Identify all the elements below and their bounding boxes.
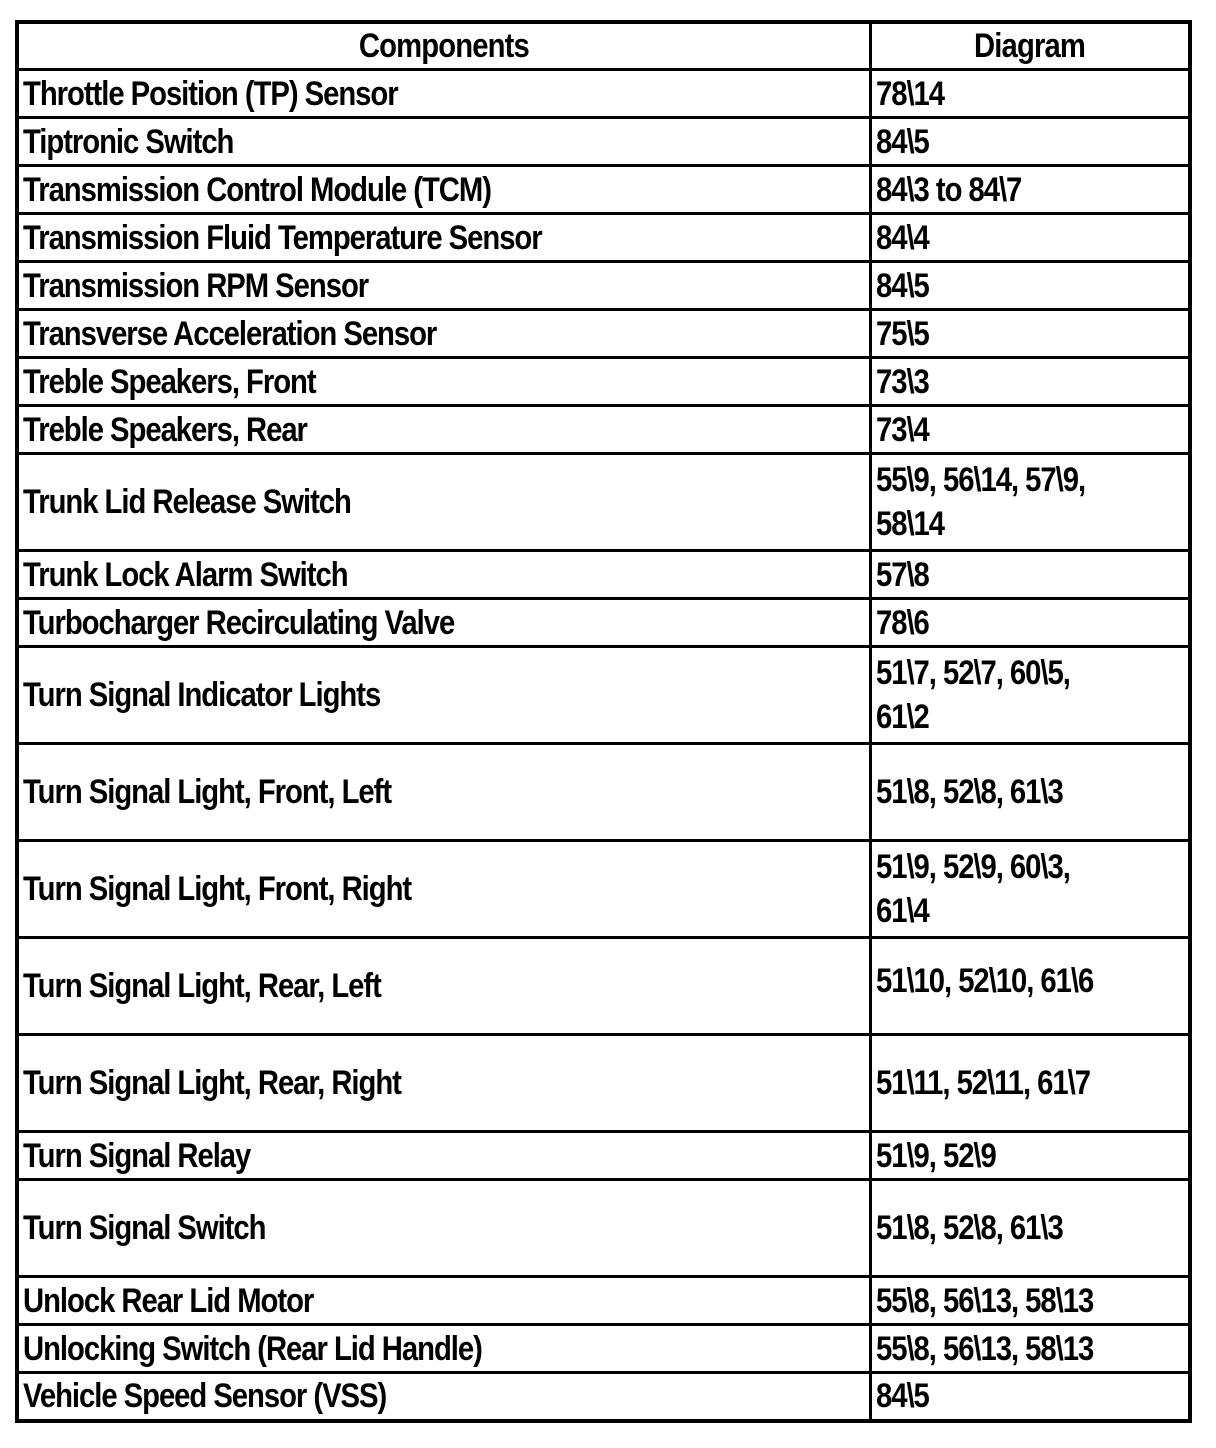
table-row bbox=[17, 118, 1190, 166]
diagram-cell: 84\5 bbox=[870, 1373, 1190, 1421]
component-cell: Treble Speakers, Rear bbox=[17, 406, 870, 454]
component-cell: Vehicle Speed Sensor (VSS) bbox=[17, 1373, 870, 1421]
diagram-column-header bbox=[870, 22, 1190, 70]
diagram-cell: 84\5 bbox=[870, 262, 1190, 310]
diagram-cell: 51\8, 52\8, 61\3 bbox=[870, 1180, 1190, 1277]
table-row bbox=[17, 1035, 1190, 1132]
table-row bbox=[17, 1373, 1190, 1421]
component-cell: Unlocking Switch (Rear Lid Handle) bbox=[17, 1325, 870, 1373]
component-cell: Transmission RPM Sensor bbox=[17, 262, 870, 310]
component-cell: Turn Signal Light, Rear, Left bbox=[17, 938, 870, 1035]
table-row bbox=[17, 406, 1190, 454]
component-cell: Throttle Position (TP) Sensor bbox=[17, 70, 870, 118]
components-header-label: Components bbox=[358, 27, 529, 65]
table-row bbox=[17, 647, 1190, 744]
table-body bbox=[17, 70, 1190, 1421]
table-row bbox=[17, 938, 1190, 1035]
component-cell: Turn Signal Light, Front, Right bbox=[17, 841, 870, 938]
component-diagram-table bbox=[15, 20, 1192, 1423]
table-row bbox=[17, 599, 1190, 647]
components-column-header bbox=[17, 22, 870, 70]
table-header-row bbox=[17, 22, 1190, 70]
diagram-cell: 51\8, 52\8, 61\3 bbox=[870, 744, 1190, 841]
diagram-cell: 84\4 bbox=[870, 214, 1190, 262]
component-cell: Unlock Rear Lid Motor bbox=[17, 1277, 870, 1325]
table-row bbox=[17, 166, 1190, 214]
diagram-cell: 55\9, 56\14, 57\9, 58\14 bbox=[870, 454, 1190, 551]
component-cell: Turn Signal Indicator Lights bbox=[17, 647, 870, 744]
diagram-cell: 51\9, 52\9 bbox=[870, 1132, 1190, 1180]
table-row bbox=[17, 358, 1190, 406]
table-row bbox=[17, 1325, 1190, 1373]
diagram-cell: 51\10, 52\10, 61\6 bbox=[870, 938, 1190, 1035]
component-cell: Transmission Fluid Temperature Sensor bbox=[17, 214, 870, 262]
table-row bbox=[17, 70, 1190, 118]
component-cell: Turn Signal Light, Front, Left bbox=[17, 744, 870, 841]
table-row bbox=[17, 551, 1190, 599]
component-cell: Treble Speakers, Front bbox=[17, 358, 870, 406]
component-cell: Turbocharger Recirculating Valve bbox=[17, 599, 870, 647]
diagram-cell: 75\5 bbox=[870, 310, 1190, 358]
diagram-cell: 78\6 bbox=[870, 599, 1190, 647]
component-cell: Transmission Control Module (TCM) bbox=[17, 166, 870, 214]
table-row bbox=[17, 214, 1190, 262]
table-row bbox=[17, 1132, 1190, 1180]
component-cell: Transverse Acceleration Sensor bbox=[17, 310, 870, 358]
diagram-cell: 73\4 bbox=[870, 406, 1190, 454]
diagram-cell: 57\8 bbox=[870, 551, 1190, 599]
diagram-cell: 51\11, 52\11, 61\7 bbox=[870, 1035, 1190, 1132]
table-row bbox=[17, 262, 1190, 310]
diagram-cell: 51\9, 52\9, 60\3, 61\4 bbox=[870, 841, 1190, 938]
diagram-header-label: Diagram bbox=[974, 27, 1086, 65]
component-cell: Turn Signal Switch bbox=[17, 1180, 870, 1277]
table-row bbox=[17, 1180, 1190, 1277]
diagram-cell: 55\8, 56\13, 58\13 bbox=[870, 1277, 1190, 1325]
diagram-cell: 73\3 bbox=[870, 358, 1190, 406]
diagram-cell: 84\3 to 84\7 bbox=[870, 166, 1190, 214]
diagram-cell: 78\14 bbox=[870, 70, 1190, 118]
diagram-cell: 51\7, 52\7, 60\5, 61\2 bbox=[870, 647, 1190, 744]
table-row bbox=[17, 744, 1190, 841]
table-row bbox=[17, 310, 1190, 358]
component-cell: Trunk Lock Alarm Switch bbox=[17, 551, 870, 599]
component-cell: Turn Signal Light, Rear, Right bbox=[17, 1035, 870, 1132]
component-cell: Trunk Lid Release Switch bbox=[17, 454, 870, 551]
diagram-cell: 55\8, 56\13, 58\13 bbox=[870, 1325, 1190, 1373]
table-row bbox=[17, 454, 1190, 551]
component-cell: Turn Signal Relay bbox=[17, 1132, 870, 1180]
table-row bbox=[17, 841, 1190, 938]
component-cell: Tiptronic Switch bbox=[17, 118, 870, 166]
table-row bbox=[17, 1277, 1190, 1325]
diagram-cell: 84\5 bbox=[870, 118, 1190, 166]
